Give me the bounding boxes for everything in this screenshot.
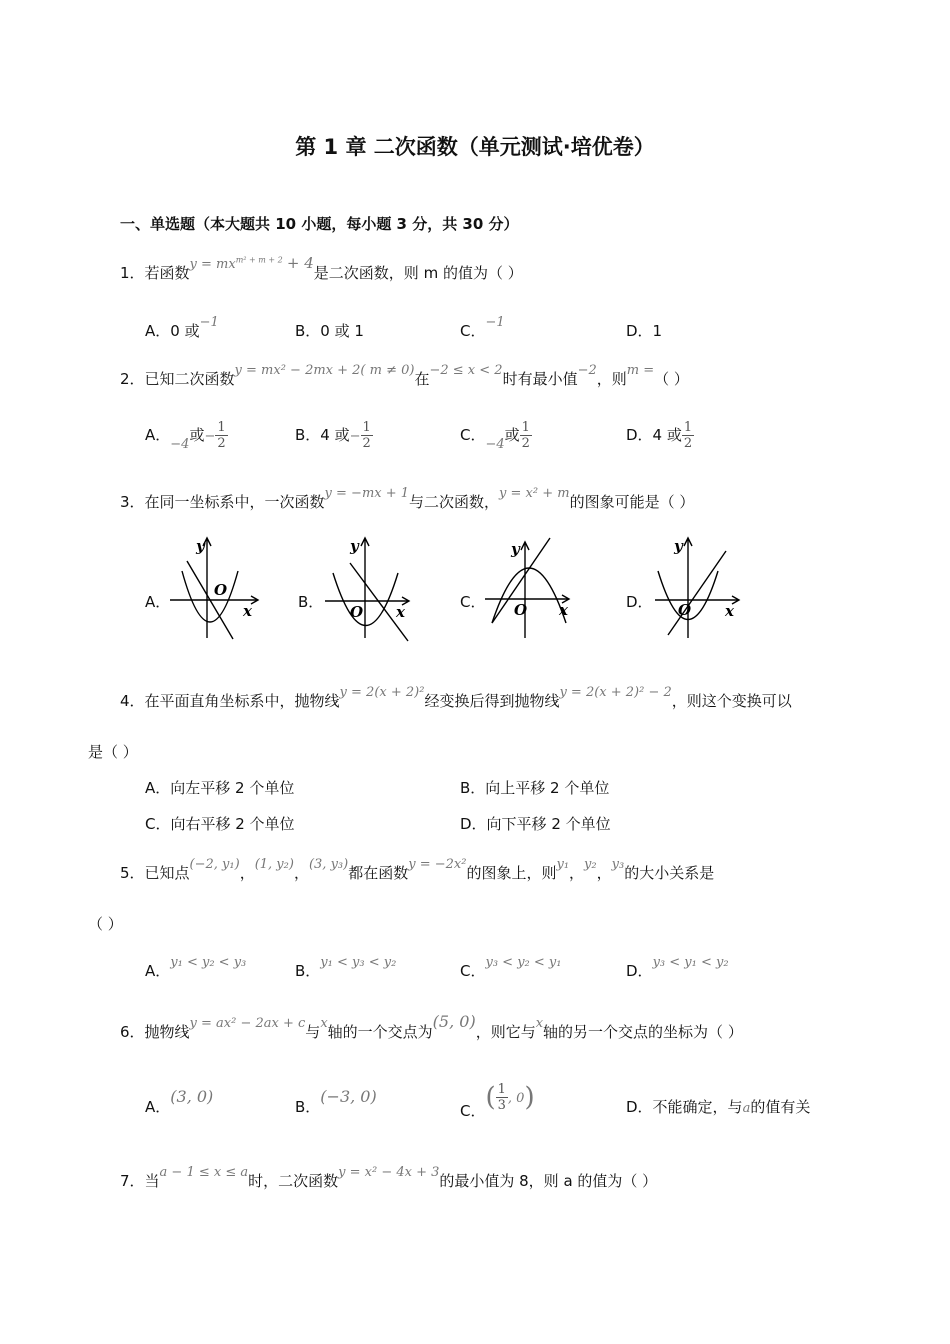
q1-option-c: C．−1 [460, 315, 505, 340]
q3-graph-b [320, 533, 420, 643]
q3-a-axis-y: y [196, 537, 205, 555]
q3-option-c-label: C． [460, 593, 486, 611]
q4-option-b: B．向上平移 2 个单位 [460, 779, 610, 797]
q3-graph-a [165, 533, 265, 643]
q4-option-d: D．向下平移 2 个单位 [460, 815, 611, 833]
q5-option-d: D．y₃ < y₁ < y₂ [626, 955, 729, 980]
q4-option-c: C．向右平移 2 个单位 [145, 815, 295, 833]
q6-option-b: B．(−3, 0) [295, 1087, 377, 1116]
q2-option-b: B．4 或− $\frac{1}{2}$ [295, 420, 371, 451]
q2-option-d: D．4 或 $\frac{1}{2}$ [626, 420, 693, 451]
q3-option-b-label: B． [298, 593, 324, 611]
q6-option-a: A．(3, 0) [145, 1087, 214, 1116]
q3-b-axis-y: y [350, 537, 359, 555]
q1-option-d: D．1 [626, 322, 663, 340]
q3-graph-c [480, 533, 580, 643]
q4-option-a: A．向左平移 2 个单位 [145, 779, 295, 797]
q5-option-c: C．y₃ < y₂ < y₁ [460, 955, 562, 980]
q2-range: −2 ≤ x < 2 [429, 363, 503, 378]
question-4: 4．在平面直角坐标系中，抛物线y = 2(x + 2)²经变换后得到抛物线y = 2(x + 2)² − 2，则这个变换可以 [120, 685, 792, 710]
q3-b-origin: O [350, 603, 364, 621]
question-6: 6．抛物线y = ax² − 2ax + c与x轴的一个交点为(5, 0)，则它与x轴的另一个交点的坐标为（ ） [120, 1012, 743, 1041]
q3-c-axis-y: y [511, 540, 520, 558]
q2-option-c: C．−4或 $\frac{1}{2}$ [460, 420, 530, 452]
q1-formula: $y = mx^{m^2 + m + 2} + 4$ [189, 254, 314, 272]
q3-c-axis-x: x [559, 601, 568, 619]
question-3: 3．在同一坐标系中，一次函数y = −mx + 1与二次函数，y = x² + m的图象可能是（ ） [120, 486, 695, 511]
q2-formula: y = mx² − 2mx + 2( m ≠ 0) [234, 363, 415, 378]
question-7: 7．当a − 1 ≤ x ≤ a时，二次函数y = x² − 4x + 3的最小值为 8，则 a 的值为（ ） [120, 1165, 658, 1190]
q1-option-a: A．0 或−1 [145, 315, 219, 340]
q3-c-origin: O [514, 601, 528, 619]
q3-d-axis-y: y [674, 537, 683, 555]
question-5: 5．已知点(−2, y₁)，(1, y₂)，(3, y₃)都在函数y = −2x²的图象上，则y₁，y₂，y₃的大小关系是 [120, 857, 715, 882]
q6-option-c: C．( $\frac{1}{3}$ , 0) [460, 1082, 535, 1120]
q5-option-b: B．y₁ < y₃ < y₂ [295, 955, 397, 980]
q3-option-d-label: D． [626, 593, 653, 611]
q1-prefix: 1．若函数 [120, 264, 190, 282]
q3-d-axis-x: x [725, 602, 734, 620]
q6-option-d: D．不能确定，与a的值有关 [626, 1098, 811, 1116]
section-heading: 一、单选题（本大题共 10 小题，每小题 3 分，共 30 分） [120, 215, 519, 233]
q3-a-axis-x: x [243, 602, 252, 620]
q3-b-axis-x: x [396, 603, 405, 621]
q5-line2: （ ） [88, 915, 123, 933]
q2-option-a: A．−4或− $\frac{1}{2}$ [145, 420, 226, 452]
q3-graph-d [650, 533, 750, 643]
question-1 [120, 254, 523, 283]
page-title: 第 1 章 二次函数（单元测试·培优卷） [295, 135, 655, 159]
q3-option-a-label: A． [145, 593, 171, 611]
q3-a-origin: O [214, 581, 228, 599]
question-2: 2．已知二次函数y = mx² − 2mx + 2( m ≠ 0)在−2 ≤ x < 2时有最小值−2，则m =（ ） [120, 363, 689, 388]
q5-option-a: A．y₁ < y₂ < y₃ [145, 955, 247, 980]
q3-d-origin: O [678, 601, 692, 619]
q1-option-b: B．0 或 1 [295, 322, 364, 340]
q4-line2: 是（ ） [88, 743, 138, 761]
q1-suffix: 是二次函数，则 m 的值为（ ） [313, 264, 523, 282]
